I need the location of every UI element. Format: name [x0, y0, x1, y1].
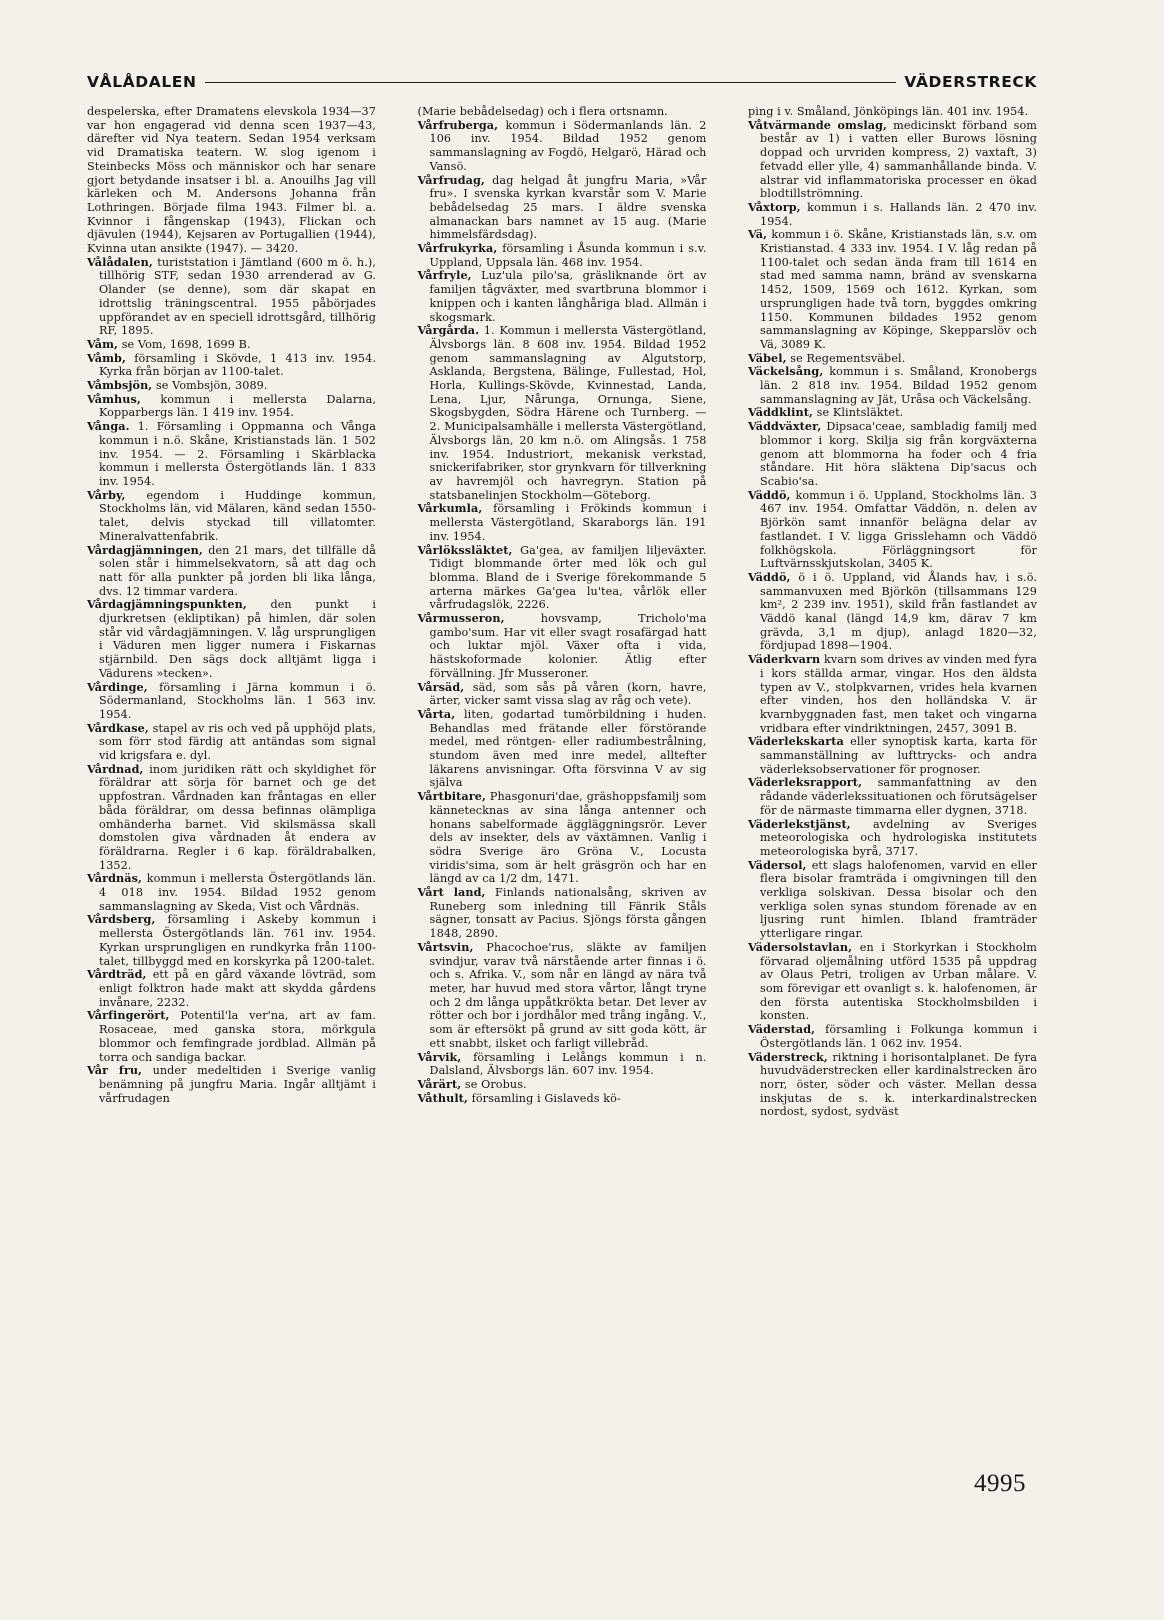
entry-headword: Vårta,: [417, 706, 456, 721]
entry-headword: Vårlökssläktet,: [417, 542, 513, 557]
entry-headword: Väddö,: [748, 487, 791, 502]
entry-headword: Vårdagjämningspunkten,: [87, 597, 247, 612]
entry-headword: Väderlekskarta: [748, 734, 844, 749]
entry-headword: Vålådalen,: [87, 254, 153, 269]
entry-headword: Väddö,: [748, 569, 791, 584]
entry-text: (Marie bebådelsedag) och i flera ortsnamn.: [417, 105, 668, 118]
dictionary-entry: [87, 256, 376, 338]
column-2: [418, 105, 707, 1119]
dictionary-entry: [418, 1051, 707, 1078]
entry-text: se Vom, 1698, 1699 B.: [121, 337, 251, 351]
entry-headword: Vädersol,: [748, 857, 807, 872]
dictionary-entry: [748, 1023, 1037, 1050]
page-number: 4995: [974, 1470, 1026, 1497]
dictionary-entry: [87, 338, 376, 352]
dictionary-entry: [87, 379, 376, 393]
dictionary-entry: [748, 352, 1037, 366]
entry-headword: Vårfrudag,: [417, 172, 485, 187]
dictionary-entry: [748, 119, 1037, 201]
entry-headword: Vårdsberg,: [87, 912, 156, 927]
column-3: [748, 105, 1037, 1119]
dictionary-entry: [418, 544, 707, 613]
dictionary-entry: [748, 406, 1037, 420]
entry-text: under medeltiden i Sverige vanlig benämning på jungfru Maria. Ingår alltjämt i vårfrudagen: [99, 1064, 377, 1105]
entry-headword: Vår fru,: [87, 1063, 143, 1078]
entry-headword: Vårfryle,: [417, 268, 472, 283]
dictionary-entry: [748, 653, 1037, 735]
entry-headword: Vårdträd,: [87, 967, 147, 982]
entry-text: kommun i Södermanlands län. 2 106 inv. 1954. Bildad 1952 genom sammanslagning av Fogdö, Helgarö, Härad och Vansö.: [429, 118, 707, 173]
entry-headword: Vårvik,: [417, 1049, 462, 1064]
dictionary-entry: [87, 913, 376, 968]
dictionary-entry: [87, 489, 376, 544]
dictionary-entry: [748, 420, 1037, 489]
entry-text: ett på en gård växande lövträd, som enligt folktron hade makt att skydda gårdens invånare, 2232.: [99, 968, 377, 1009]
running-head-left: VÅLÅDALEN: [87, 73, 197, 91]
entry-headword: Vårsäd,: [417, 679, 465, 694]
entry-text: församling i Järna kommun i ö. Södermanland, Stockholms län. 1 563 inv. 1954.: [99, 680, 376, 721]
entry-text: turiststation i Jämtland (600 m ö. h.), tillhörig STF, sedan 1930 arrenderad av G. Olander (se denne), som där skapat en idrottslig träningscentral. 1955 påbörjades uppförandet av en speciell idrottsgård, tillhörig RF, 1895.: [99, 255, 377, 338]
dictionary-entry: [418, 612, 707, 681]
entry-text: Potentil'la ver'na, art av fam. Rosaceae, med ganska stora, mörkgula blommor och femfingrade jordblad. Allmän på torra och sandiga backar.: [99, 1009, 376, 1064]
entry-headword: Väderkvarn: [748, 652, 821, 667]
entry-headword: Väckelsång,: [748, 364, 824, 379]
dictionary-entry: [87, 1009, 376, 1064]
entry-headword: Vä,: [748, 227, 768, 242]
dictionary-entry: [748, 1051, 1037, 1120]
dictionary-entry: [87, 681, 376, 722]
entry-text: se Orobus.: [464, 1077, 527, 1091]
entry-text: kommun i mellersta Dalarna, Kopparbergs län. 1 419 inv. 1954.: [99, 392, 376, 420]
dictionary-entry: [418, 502, 707, 543]
entry-text: ett slags halofenomen, varvid en eller flera bisolar framträda i omgivningen till den verkliga solskivan. Dessa bisolar och den verkliga solen synas stundom förenade av en ljusring runt himlen. Ibland framträder ytterligare ringar.: [760, 858, 1038, 941]
entry-text: despelerska, efter Dramatens elevskola 1934—37 var hon engagerad vid denna scen 1937—43, därefter vid Nya teatern. Sedan 1954 verksam vid Dramatiska teatern. W. slog igenom i Steinbecks Möss och människor och har senare gjort betydande insatser i bl. a. Anouilhs Jag vill kärleken och M. Andersons Johanna från Lothringen. Började filma 1943. Filmer bl. a. Kvinnor i fångenskap (1943), Flickan och djävulen (1944), Kejsaren av Portugallien (1944), Kvinna utan ansikte (1947). — 3420.: [87, 105, 376, 256]
entry-headword: Vårfruberga,: [417, 117, 499, 132]
entry-text: sammanfattning av den rådande väderlekssituationen och förutsägelser för de närmaste timmarna eller dygnen, 3718.: [760, 776, 1037, 817]
entry-headword: Vårfrukyrka,: [417, 241, 498, 256]
dictionary-entry: [748, 735, 1037, 776]
entry-text: ping i v. Småland, Jönköpings län. 401 inv. 1954.: [748, 105, 1029, 118]
entry-text: 1. Kommun i mellersta Västergötland, Älvsborgs län. 8 608 inv. 1954. Bildad 1952 genom sammanslagning av Algutstorp, Asklanda, Bergstena, Bälinge, Fullestad, Hol, Horla, Kullings-Skövde, Kvinnestad, Landa, Lena, Ljur, Nårunga, Ornunga, Siene, Skogsbygden, Södra Härene och Turnberg. — 2. Municipalsamhälle i mellersta Västergötland, Älvsborgs län, 20 km n.ö. om Alingsås. 1 758 inv. 1954. Industriort, mekanisk verkstad, snickerifabriker, stor grynkvarn för tillverkning av havremjöl och havregryn. Station på statsbanelinjen Stockholm—Göteborg.: [429, 324, 707, 502]
entry-text: avdelning av Sveriges meteorologiska och hydrologiska institutets meteorologiska byrå, 3717.: [760, 817, 1037, 858]
entry-text: kommun i ö. Skåne, Kristianstads län, s.v. om Kristianstad. 4 333 inv. 1954. I V. låg redan på 1100-talet och sedan ända fram till 1614 en stad med samma namn, bränd av svenskarna 1452, 1509, 1569 och 1612. Kyrkan, som ursprungligen hade två torn, byggdes omkring 1150. Kommunen bildades 1952 genom sammanslagning av Köpinge, Skepparslöv och Vä, 3089 K.: [760, 228, 1038, 351]
entry-text: liten, godartad tumörbildning i huden. Behandlas med frätande eller förstörande medel, med röntgen- eller radiumbestrålning, stundom även med inre medel, alltefter läkarens anvisningar. Ofta försvinna V av sig själva: [429, 707, 707, 790]
entry-headword: Våmb,: [87, 350, 126, 365]
entry-text: riktning i horisontalplanet. De fyra huvudväderstrecken eller kardinalstrecken äro norr, öster, söder och väster. Mellan dessa inskjutas de s. k. interkardinalstrecken nordost, sydost, sydväst: [760, 1050, 1037, 1119]
entry-text: församling i Skövde, 1 413 inv. 1954. Kyrka från början av 1100-talet.: [99, 351, 376, 379]
entry-headword: Väddklint,: [748, 405, 813, 420]
entry-text: se Vombsjön, 3089.: [155, 379, 268, 393]
entry-text: se Klintsläktet.: [816, 406, 904, 420]
entry-text: Phacochoe'rus, släkte av familjen svindjur, varav två närstående arter finnas i ö. och s. Afrika. V., som når en längd av nära två meter, har huvud med stora vårtor, långt tryne och 2 dm långa uppåtkrökta betar. Det lever av rötter och bor i jordhålor med trång ingång. V., som är eftersökt på grund av sitt goda kött, är ett snabbt, ilsket och farligt villebråd.: [429, 940, 707, 1050]
entry-text: dag helgad åt jungfru Maria, »Vår fru». I svenska kyrkan kvarstår som V. Marie bebådelsedag 25 mars. I äldre svenska almanackan bars namnet av 15 aug. (Marie himmelsfärdsdag).: [429, 173, 707, 242]
dictionary-entry: [87, 598, 376, 680]
entry-headword: Väderlekstjänst,: [748, 816, 851, 831]
entry-headword: Våmbsjön,: [87, 378, 153, 393]
entry-headword: Väddväxter,: [748, 419, 822, 434]
text-columns: [87, 105, 1037, 1119]
entry-text: stapel av ris och ved på upphöjd plats, som förr stod färdig att antändas som signal vid krigsfara e. dyl.: [99, 721, 376, 763]
entry-text: Dipsaca'ceae, sambladig familj med blommor i korg. Skilja sig från korgväxterna genom att blommorna ha foder och 4 fria ståndare. Hit höra släktena Dip'sacus och Scabio'sa.: [760, 420, 1037, 488]
dictionary-entry: [418, 174, 707, 243]
dictionary-entry: [418, 790, 707, 886]
entry-text: församling i Folkunga kommun i Östergötlands län. 1 062 inv. 1954.: [760, 1023, 1037, 1050]
entry-headword: Väderleksrapport,: [748, 775, 863, 790]
dictionary-entry: [748, 201, 1037, 228]
dictionary-entry: [418, 886, 707, 941]
entry-text: församling i Askeby kommun i mellersta Östergötlands län. 761 inv. 1954. Kyrkan ursprungligen en rundkyrka från 1100-talet, tillbyggd med en korskyrka på 1200-talet.: [99, 913, 377, 968]
entry-text: församling i Gislaveds kö-: [471, 1091, 621, 1105]
entry-text: kommun i ö. Uppland, Stockholms län. 3 467 inv. 1954. Omfattar Väddön, n. delen av Björkön samt innanför belägna delar av fastlandet. I V. ligga Grisslehamn och Väddö folkhögskola. Förläggningsort för Luftvärnsskjutskolan, 3405 K.: [760, 488, 1038, 571]
dictionary-entry: [87, 393, 376, 420]
entry-text: kommun i s. Småland, Kronobergs län. 2 818 inv. 1954. Bildad 1952 genom sammanslagning av Jät, Uråsa och Väckelsång.: [760, 365, 1038, 406]
entry-continuation: [87, 105, 376, 256]
entry-text: Luz'ula pilo'sa, gräsliknande ört av familjen tågväxter, med svartbruna blommor i knippen och i kanten långhåriga blad. Allmän i skogsmark.: [429, 269, 707, 324]
dictionary-entry: [418, 119, 707, 174]
entry-text: säd, som sås på våren (korn, havre, ärter, vicker samt vissa slag av råg och vete).: [429, 680, 707, 708]
dictionary-entry: [87, 352, 376, 379]
dictionary-entry: [87, 872, 376, 913]
dictionary-entry: [418, 708, 707, 790]
dictionary-entry: [87, 968, 376, 1009]
dictionary-entry: [87, 1064, 376, 1105]
entry-text: Ga'gea, av familjen liljeväxter. Tidigt blommande örter med lök och gul blomma. Bland de i Sverige förekommande 5 arterna märkes Ga'gea lu'tea, vårlök eller vårfrudagslök, 2226.: [429, 543, 707, 612]
entry-text: en i Storkyrkan i Stockholm förvarad oljemålning utförd 1535 på uppdrag av Olaus Petri, troligen av Urban målare. V. som förevigar ett ovanligt s. k. halofenomen, är den första autentiska Stockholmsbilden i konsten.: [760, 940, 1037, 1023]
entry-headword: Vårärt,: [417, 1076, 462, 1091]
running-head: [87, 70, 1037, 94]
entry-text: församling i Lelångs kommun i n. Dalsland, Älvsborgs län. 607 inv. 1954.: [429, 1050, 707, 1078]
entry-headword: Vårdinge,: [87, 679, 148, 694]
dictionary-entry: [748, 489, 1037, 571]
dictionary-entry: [748, 818, 1037, 859]
entry-text: kvarn som drives av vinden med fyra i kors ställda armar, vingar. Hos den äldsta typen av V., stolpkvarnen, vrides hela kvarnen efter vinden, hos den holländska V. är kvarnbyggnaden fast, men taket och vingarna vridbara efter vindriktningen, 2457, 3091 B.: [760, 653, 1037, 735]
entry-headword: Väderstad,: [748, 1022, 816, 1037]
entry-headword: Våtvärmande omslag,: [748, 117, 887, 132]
entry-text: församling i Frökinds kommun i mellersta Västergötland, Skaraborgs län. 191 inv. 1954.: [429, 502, 707, 543]
entry-text: Finlands nationalsång, skriven av Runeberg som inledning till Fänrik Ståls sägner, tonsatt av Pacius. Sjöngs första gången 1848, 2890.: [429, 886, 707, 941]
dictionary-entry: [418, 269, 707, 324]
dictionary-entry: [87, 722, 376, 763]
running-head-right: VÄDERSTRECK: [904, 73, 1037, 91]
entry-headword: Vårdnad,: [87, 761, 144, 776]
entry-text: kommun i mellersta Östergötlands län. 4 018 inv. 1954. Bildad 1952 genom sammanslagning av Skeda, Vist och Vårdnäs.: [99, 872, 376, 913]
entry-headword: Vånga.: [87, 419, 130, 434]
entry-headword: Vårdkase,: [87, 720, 149, 735]
entry-headword: Vårmusseron,: [417, 611, 505, 626]
entry-headword: Våthult,: [417, 1090, 468, 1105]
entry-text: egendom i Huddinge kommun, Stockholms län, vid Mälaren, känd sedan 1550-talet, delvis styckad till villatomter. Mineralvattenfabrik.: [99, 488, 377, 543]
entry-headword: Våmhus,: [87, 391, 141, 406]
entry-continuation: [418, 105, 707, 119]
entry-headword: Vårby,: [87, 487, 126, 502]
entry-headword: Väbel,: [748, 350, 787, 365]
entry-text: den punkt i djurkretsen (ekliptikan) på himlen, där solen står vid vårdagjämningen. V. låg ursprungligen i Väduren men ligger numera i Fiskarnas stjärnbild. Den sägs dock alltjämt ligga i Vädurens »tecken».: [99, 598, 377, 680]
entry-continuation: [748, 105, 1037, 119]
dictionary-entry: [418, 941, 707, 1051]
column-1: [87, 105, 376, 1119]
dictionary-entry: [748, 941, 1037, 1023]
entry-headword: Vårkumla,: [417, 501, 483, 516]
entry-headword: Våxtorp,: [748, 199, 801, 214]
entry-headword: Vårdagjämningen,: [87, 542, 203, 557]
dictionary-entry: [748, 776, 1037, 817]
entry-text: kommun i s. Hallands län. 2 470 inv. 1954.: [760, 200, 1038, 228]
entry-headword: Vårdnäs,: [87, 871, 142, 886]
entry-text: eller synoptisk karta, karta för sammanställning av lufttrycks- och andra väderleksobservationer för prognoser.: [760, 735, 1038, 776]
dictionary-entry: [418, 1092, 707, 1106]
entry-text: den 21 mars, det tillfälle då solen står i himmelsekvatorn, så att dag och natt för alla punkter på jorden bli lika långa, dvs. 12 timmar vardera.: [99, 543, 376, 598]
entry-text: 1. Församling i Oppmanna och Vånga kommun i n.ö. Skåne, Kristianstads län. 1 502 inv. 1954. — 2. Församling i Skärblacka kommun i mellersta Östergötlands län. 1 833 inv. 1954.: [99, 420, 376, 488]
entry-headword: Vårtbitare,: [417, 789, 486, 804]
entry-text: inom juridiken rätt och skyldighet för föräldrar att sörja för barnet och ge det uppfostran. Vårdnaden kan fråntagas en eller båda föräldrar, om dessa befinnas olämpliga omhänderha barnet. Vid skilsmässa skall domstolen giva vårdnaden åt endera av föräldrarna. Regler i 6 kap. föräldrabalken, 1352.: [99, 762, 377, 872]
entry-text: Phasgonuri'dae, gräshoppsfamilj som kännetecknas av sina långa antenner och honans sabelformade äggläggningsrör. Lever dels av insekter, dels av växtämnen. Vanlig i södra Sverige äro Gröna V., Locusta viridis'sima, som är helt gräsgrön och har en längd av ca 1/2 dm, 1471.: [429, 790, 707, 886]
entry-headword: Vårtsvin,: [417, 939, 474, 954]
entry-headword: Våm,: [87, 336, 119, 351]
dictionary-entry: [87, 763, 376, 873]
dictionary-entry: [87, 420, 376, 489]
dictionary-entry: [748, 228, 1037, 351]
entry-text: se Regementsväbel.: [790, 351, 906, 365]
running-head-rule: [205, 82, 897, 83]
entry-text: ö i ö. Uppland, vid Ålands hav, i s.ö. sammanvuxen med Björkön (tillsammans 129 km², 2 239 inv. 1951), skild från fastlandet av Väddö kanal (längd 14,9 km, därav 7 km grävda, 3,1 m djup), anlagd 1820—32, fördjupad 1898—1904.: [760, 570, 1038, 653]
dictionary-entry: [748, 365, 1037, 406]
dictionary-entry: [418, 242, 707, 269]
dictionary-entry: [418, 324, 707, 502]
entry-headword: Vårt land,: [417, 885, 486, 900]
entry-headword: Vårgårda.: [417, 323, 480, 338]
entry-headword: Vädersolstavlan,: [748, 939, 853, 954]
dictionary-entry: [418, 681, 707, 708]
dictionary-entry: [418, 1078, 707, 1092]
entry-text: medicinskt förband som består av 1) i vatten eller Burows lösning doppad och urvriden kompress, 2) vaxtaft, 3) fetvadd eller ylle, 4) sammanhållande binda. V. alstrar vid inflammatoriska processer en ökad blodtillströmning.: [760, 118, 1037, 201]
entry-text: hovsvamp, Tricholo'ma gambo'sum. Har vit eller svagt rosafärgad hatt och luktar mjöl. Växer ofta i vida, hästskoformade kolonier. Ätlig efter förvällning. Jfr Musseroner.: [429, 612, 707, 680]
entry-headword: Väderstreck,: [748, 1049, 828, 1064]
dictionary-entry: [87, 544, 376, 599]
dictionary-entry: [748, 859, 1037, 941]
entry-headword: Vårfingerört,: [87, 1008, 170, 1023]
entry-text: församling i Åsunda kommun i s.v. Uppland, Uppsala län. 468 inv. 1954.: [429, 242, 707, 269]
dictionary-entry: [748, 571, 1037, 653]
